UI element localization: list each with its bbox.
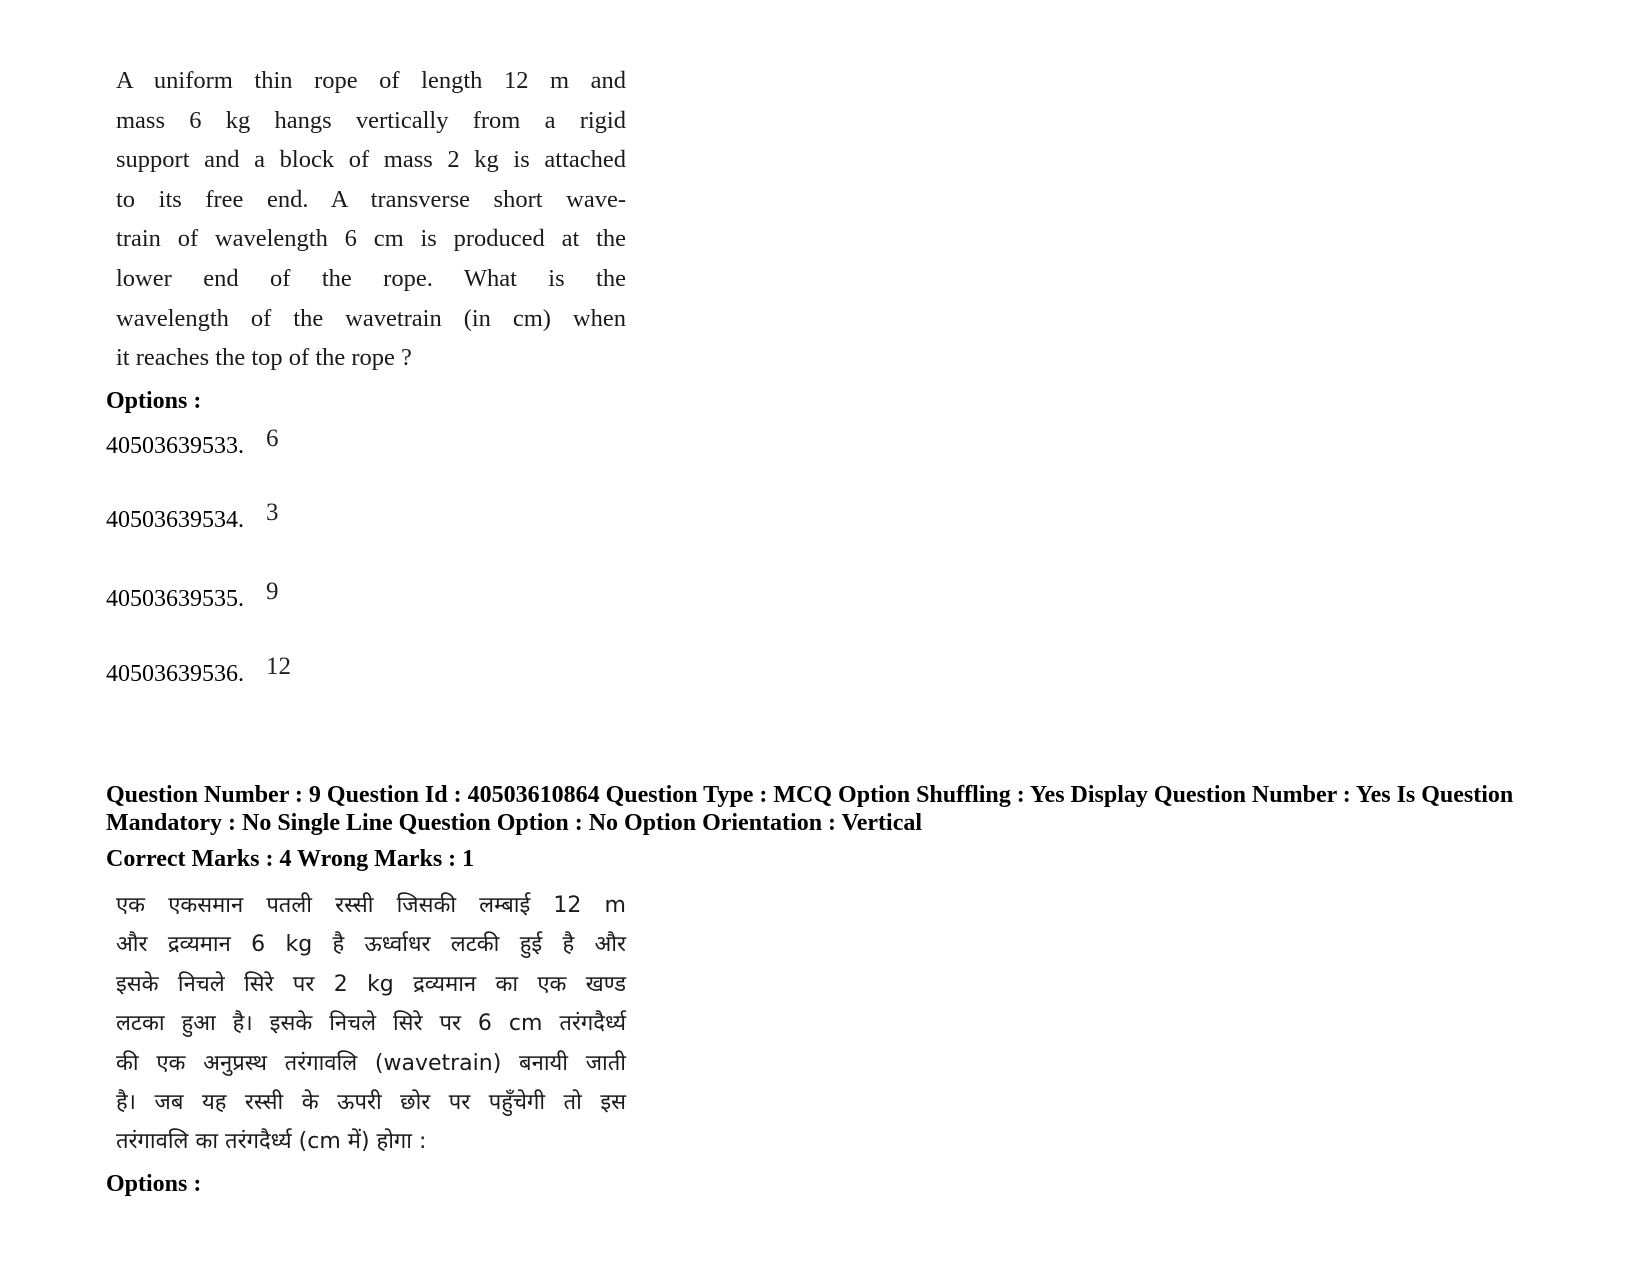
options-label: Options :	[106, 1171, 202, 1197]
question-text-line: lower end of the rope. What is the	[116, 264, 626, 292]
question-text-line: और द्रव्यमान 6 kg है ऊर्ध्वाधर लटकी हुई है और	[116, 932, 626, 958]
question-meta: Question Number : 9 Question Id : 40503610864 Question Type : MCQ Option Shuffling : Yes Display Question Number : Yes Is Question Mandatory : No Single Line Question Option : No Option Orientation : Vertical	[106, 782, 1514, 836]
option-value: 9	[266, 578, 279, 605]
question-text-line: mass 6 kg hangs vertically from a rigid	[116, 106, 626, 134]
question-text-line: तरंगावलि का तरंगदैर्ध्य (cm में) होगा :	[116, 1129, 427, 1155]
option-id: 40503639534.	[106, 507, 244, 533]
question-text-line: A uniform thin rope of length 12 m and	[116, 67, 626, 94]
question-text-line: की एक अनुप्रस्थ तरंगावलि (wavetrain) बनायी जाती	[116, 1050, 626, 1076]
option-id: 40503639535.	[106, 586, 244, 612]
options-label: Options :	[106, 388, 202, 414]
question-8-text	[116, 61, 626, 378]
option-id: 40503639533.	[106, 433, 244, 459]
question-text-line: support and a block of mass 2 kg is attached	[116, 146, 626, 174]
question-text-line: to its free end. A transverse short wave-	[116, 185, 626, 213]
question-text-line: लटका हुआ है। इसके निचले सिरे पर 6 cm तरंगदैर्ध्य	[116, 1011, 626, 1037]
question-marks: Correct Marks : 4 Wrong Marks : 1	[106, 846, 475, 872]
question-text-line: इसके निचले सिरे पर 2 kg द्रव्यमान का एक खण्ड	[116, 971, 626, 997]
option-row[interactable]	[106, 425, 279, 460]
question-9-text	[116, 886, 626, 1162]
option-row[interactable]	[106, 653, 291, 688]
question-text-line: it reaches the top of the rope ?	[116, 344, 412, 372]
question-text-line: wavelength of the wavetrain (in cm) when	[116, 304, 626, 332]
option-row[interactable]	[106, 578, 279, 613]
question-text-line: train of wavelength 6 cm is produced at the	[116, 225, 626, 253]
option-value: 6	[266, 425, 279, 452]
question-text-line: एक एकसमान पतली रस्सी जिसकी लम्बाई 12 m	[116, 893, 626, 918]
option-row[interactable]	[106, 499, 279, 534]
question-text-line: है। जब यह रस्सी के ऊपरी छोर पर पहुँचेगी तो इस	[116, 1089, 626, 1115]
option-id: 40503639536.	[106, 661, 244, 687]
option-value: 3	[266, 499, 279, 526]
option-value: 12	[266, 653, 291, 680]
